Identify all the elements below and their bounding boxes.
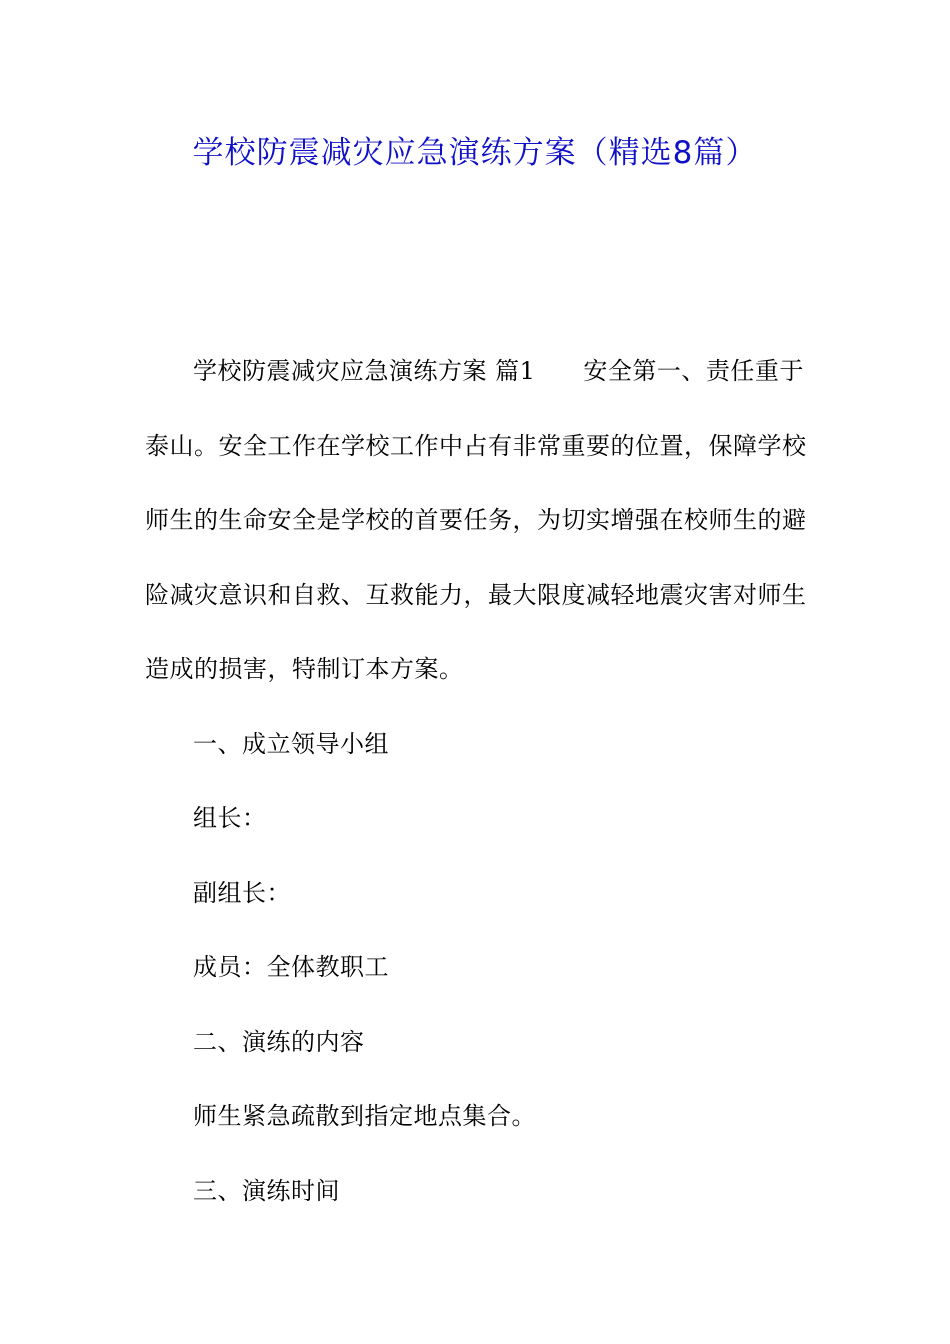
members-line: 成员：全体教职工 xyxy=(193,953,389,981)
section-heading: 学校防震减灾应急演练方案 篇1 xyxy=(193,357,536,385)
document-body xyxy=(145,334,807,1228)
group-leader-line: 组长： xyxy=(193,804,267,832)
intro-paragraph xyxy=(145,334,807,707)
intro-text: 安全第一、责任重于泰山。安全工作在学校工作中占有非常重要的位置，保障学校师生的生命安全是学校的首要任务，为切实增强在校师生的避险减灾意识和自救、互救能力，最大限度减轻地震灾害对师生造成的损害，特制订本方案。 xyxy=(145,357,807,683)
heading-drill-content: 二、演练的内容 xyxy=(193,1027,365,1056)
heading-leadership-group: 一、成立领导小组 xyxy=(193,729,389,758)
document-title: 学校防震减灾应急演练方案（精选8篇） xyxy=(192,135,758,171)
drill-content-text: 师生紧急疏散到指定地点集合。 xyxy=(193,1102,536,1130)
deputy-leader-line: 副组长： xyxy=(193,878,291,907)
heading-drill-time: 三、演练时间 xyxy=(193,1176,340,1205)
